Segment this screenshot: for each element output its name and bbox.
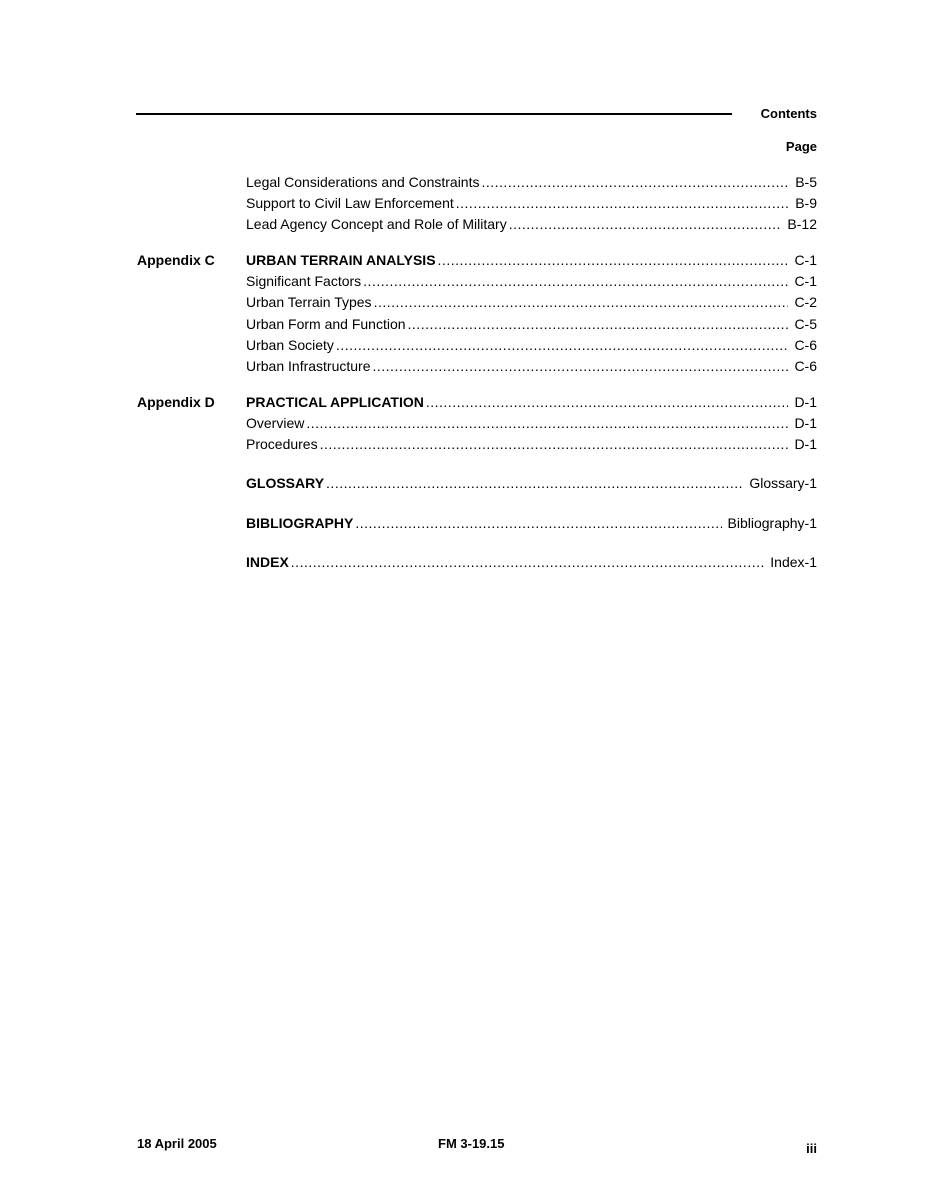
toc-entry[interactable] (0, 316, 926, 336)
footer-page-number: iii (806, 1141, 817, 1156)
toc-entry[interactable] (0, 174, 926, 194)
toc-leader (408, 316, 789, 332)
appendix-label: Appendix C (137, 252, 215, 268)
toc-appendix-title: URBAN TERRAIN ANALYSIS (246, 252, 436, 268)
toc-entry-page: D-1 (794, 415, 817, 431)
toc-entry-title: Legal Considerations and Constraints (246, 174, 480, 190)
toc-leader (355, 515, 721, 531)
header-rule (136, 113, 732, 115)
toc-entry-page: C-6 (794, 337, 817, 353)
toc-leader (456, 195, 789, 211)
toc-bibliography[interactable] (0, 515, 926, 535)
toc-entry-page: B-9 (795, 195, 817, 211)
toc-section-title: GLOSSARY (246, 475, 325, 491)
toc-entry-page: C-6 (794, 358, 817, 374)
toc-section-title: INDEX (246, 554, 289, 570)
toc-entry-title: Urban Terrain Types (246, 294, 372, 310)
toc-entry-page: D-1 (794, 394, 817, 410)
toc-entry[interactable] (0, 195, 926, 215)
footer-date: 18 April 2005 (137, 1136, 217, 1151)
toc-entry[interactable] (0, 337, 926, 357)
toc-appendix-d-heading[interactable] (0, 394, 926, 414)
toc-entry-title: Support to Civil Law Enforcement (246, 195, 454, 211)
toc-entry-page: C-2 (794, 294, 817, 310)
toc-leader (326, 475, 743, 491)
toc-section-title: BIBLIOGRAPHY (246, 515, 354, 531)
toc-entry[interactable] (0, 436, 926, 456)
page-column-label: Page (785, 139, 817, 154)
toc-entry-page: D-1 (794, 436, 817, 452)
toc-leader (336, 337, 789, 353)
toc-index[interactable] (0, 554, 926, 574)
toc-leader (373, 358, 789, 374)
toc-entry[interactable] (0, 294, 926, 314)
toc-entry-page: Bibliography-1 (727, 515, 817, 531)
toc-entry-title: Overview (246, 415, 305, 431)
toc-leader (509, 216, 782, 232)
toc-entry-page: Index-1 (770, 554, 817, 570)
footer-document-id: FM 3-19.15 (438, 1136, 505, 1151)
toc-entry-page: B-5 (795, 174, 817, 190)
toc-entry-page: Glossary-1 (749, 475, 817, 491)
toc-entry-title: Urban Form and Function (246, 316, 406, 332)
toc-leader (306, 415, 788, 431)
toc-leader (374, 294, 789, 310)
toc-leader (438, 252, 789, 268)
toc-leader (481, 174, 789, 190)
toc-entry-page: C-1 (794, 273, 817, 289)
toc-entry-title: Urban Infrastructure (246, 358, 371, 374)
toc-entry[interactable] (0, 273, 926, 293)
toc-glossary[interactable] (0, 475, 926, 495)
toc-leader (291, 554, 765, 570)
toc-entry-title: Lead Agency Concept and Role of Military (246, 216, 507, 232)
toc-entry-title: Significant Factors (246, 273, 362, 289)
toc-entry-title: Procedures (246, 436, 318, 452)
toc-appendix-c-heading[interactable] (0, 252, 926, 272)
toc-entry-title: Urban Society (246, 337, 334, 353)
toc-entry-page: C-5 (794, 316, 817, 332)
toc-entry-page: B-12 (787, 216, 817, 232)
toc-entry-page: C-1 (794, 252, 817, 268)
toc-leader (426, 394, 789, 410)
appendix-label: Appendix D (137, 394, 215, 410)
toc-leader (363, 273, 788, 289)
toc-entry[interactable] (0, 415, 926, 435)
page-header-title: Contents (760, 106, 817, 121)
toc-appendix-title: PRACTICAL APPLICATION (246, 394, 424, 410)
toc-leader (320, 436, 789, 452)
toc-entry[interactable] (0, 216, 926, 236)
toc-entry[interactable] (0, 358, 926, 378)
